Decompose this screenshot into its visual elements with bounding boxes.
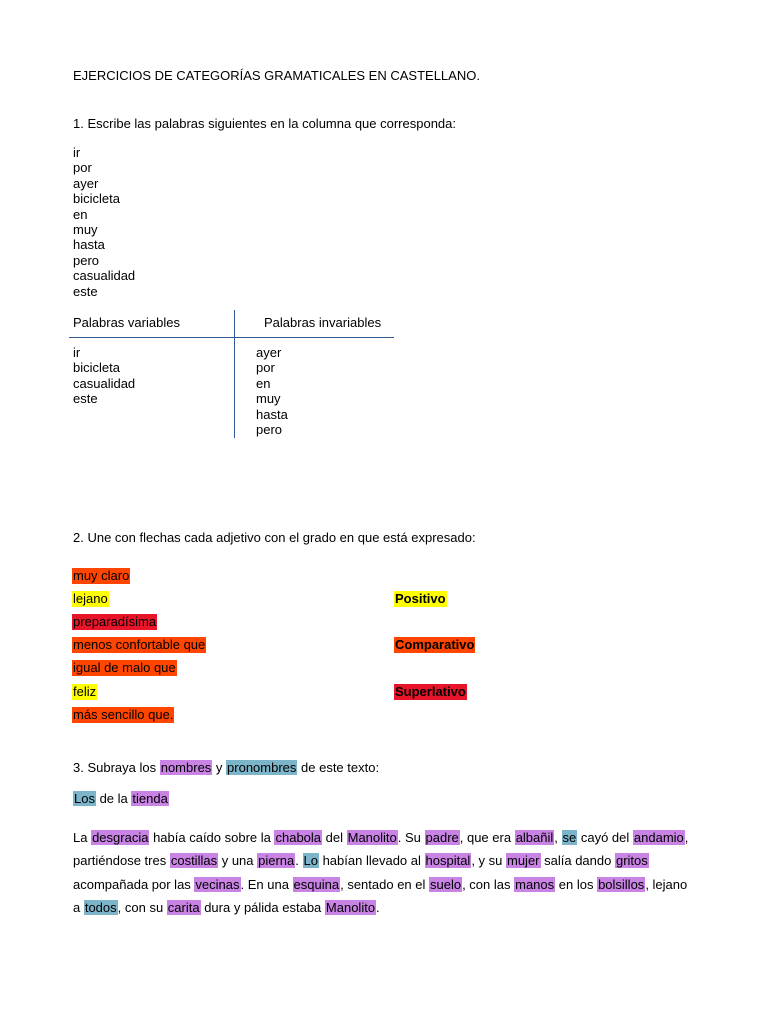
table-cell: por: [256, 360, 275, 376]
list-item: ayer: [73, 175, 99, 191]
grade-positivo: Positivo: [395, 591, 446, 606]
adjective-item: igual de malo que: [73, 660, 176, 675]
table-cell: bicicleta: [73, 360, 120, 376]
highlighted-pronoun: Los: [74, 791, 95, 806]
grade-comparativo: Comparativo: [395, 637, 475, 652]
text-run: dura y pálida estaba: [200, 900, 325, 916]
highlighted-pronoun: Lo: [303, 853, 318, 869]
highlighted-noun: padre: [425, 830, 459, 845]
grade-superlativo: Superlativo: [395, 684, 466, 699]
table-cell: en: [256, 375, 271, 391]
text-run: habían llevado al: [318, 853, 425, 869]
highlighted-noun: carita: [167, 900, 200, 916]
text-run: , con las: [462, 876, 515, 892]
highlighted-noun: bolsillos: [598, 876, 645, 892]
text-paragraph: [73, 826, 698, 920]
table-column-invariable: [256, 345, 288, 437]
table-header-variable: Palabras variables: [73, 315, 180, 330]
adjective-item: preparadísima: [73, 614, 157, 629]
highlighted-noun: Manolito: [325, 900, 376, 916]
list-item: bicicleta: [73, 191, 120, 207]
table-cell: este: [73, 391, 98, 407]
adjective-item: más sencillo que.: [73, 707, 174, 722]
text-subtitle: [73, 791, 169, 806]
highlighted-noun: esquina: [293, 876, 340, 892]
highlighted-noun: pierna: [258, 853, 295, 869]
list-item: casualidad: [73, 268, 136, 284]
highlighted-noun: manos: [515, 876, 555, 892]
text-run: . En una: [240, 876, 293, 892]
pronombres-legend: pronombres: [227, 760, 297, 775]
text-run: , y su: [471, 853, 506, 869]
table-column-variable: [73, 345, 135, 407]
adjective-item: menos confortable que: [73, 637, 206, 652]
highlighted-pronoun: todos: [84, 900, 117, 916]
table-column-divider: [234, 310, 235, 438]
highlighted-noun: mujer: [507, 853, 540, 869]
highlighted-noun: andamio: [633, 830, 684, 845]
list-item: hasta: [73, 237, 105, 253]
text-run: , que era: [459, 830, 515, 845]
table-cell: ayer: [256, 345, 282, 360]
text-run: , sentado en el: [340, 876, 429, 892]
document-title: EJERCICIOS DE CATEGORÍAS GRAMATICALES EN CASTELLANO.: [73, 68, 480, 83]
list-item: en: [73, 206, 88, 222]
word-list: [73, 145, 135, 299]
text-run: .: [295, 853, 303, 869]
text-run: , partiéndose tres: [73, 830, 689, 869]
text-run: de la: [95, 791, 132, 806]
exercise1-prompt: 1. Escribe las palabras siguientes en la columna que corresponda:: [73, 116, 457, 131]
highlighted-noun: vecinas: [195, 876, 240, 892]
text-run: acompañada por las: [73, 876, 195, 892]
highlighted-noun: gritos: [615, 853, 648, 869]
text-run: , lejano a: [73, 876, 688, 916]
list-item: ir: [73, 145, 81, 160]
nombres-legend: nombres: [160, 760, 212, 775]
prompt-text: de este texto:: [297, 760, 380, 775]
text-run: en los: [555, 876, 598, 892]
text-run: cayó del: [577, 830, 633, 845]
text-run: . Su: [397, 830, 425, 845]
table-cell: casualidad: [73, 375, 136, 391]
text-run: .: [376, 900, 380, 916]
highlighted-pronoun: se: [562, 830, 577, 845]
text-run: del: [322, 830, 347, 845]
table-cell: hasta: [256, 406, 288, 422]
adjective-item: muy claro: [73, 568, 130, 583]
highlighted-noun: hospital: [425, 853, 471, 869]
highlighted-noun: chabola: [275, 830, 322, 845]
text-run: , con su: [117, 900, 167, 916]
adjective-item: lejano: [73, 591, 108, 606]
text-run: ,: [554, 830, 562, 845]
text-run: La: [73, 830, 92, 845]
exercise2-prompt: 2. Une con flechas cada adjetivo con el grado en que está expresado:: [73, 530, 476, 545]
text-run: salía dando: [540, 853, 615, 869]
list-item: pero: [73, 252, 100, 268]
prompt-text: y: [212, 760, 227, 775]
highlighted-noun: costillas: [170, 853, 218, 869]
highlighted-noun: desgracia: [92, 830, 149, 845]
list-item: muy: [73, 221, 98, 237]
table-cell: ir: [73, 345, 81, 360]
exercise3-prompt: [73, 760, 379, 775]
prompt-text: 3. Subraya los: [73, 760, 160, 775]
table-header-invariable: Palabras invariables: [264, 315, 382, 330]
table-cell: muy: [256, 391, 281, 407]
adjective-item: feliz: [73, 684, 97, 699]
text-run: y una: [218, 853, 258, 869]
highlighted-noun: tienda: [132, 791, 168, 806]
table-cell: pero: [256, 421, 283, 437]
table-header-divider: [69, 337, 394, 338]
list-item: por: [73, 160, 92, 176]
highlighted-noun: albañil: [515, 830, 554, 845]
text-run: había caído sobre la: [149, 830, 275, 845]
highlighted-noun: Manolito: [347, 830, 397, 845]
list-item: este: [73, 283, 98, 299]
highlighted-noun: suelo: [430, 876, 462, 892]
